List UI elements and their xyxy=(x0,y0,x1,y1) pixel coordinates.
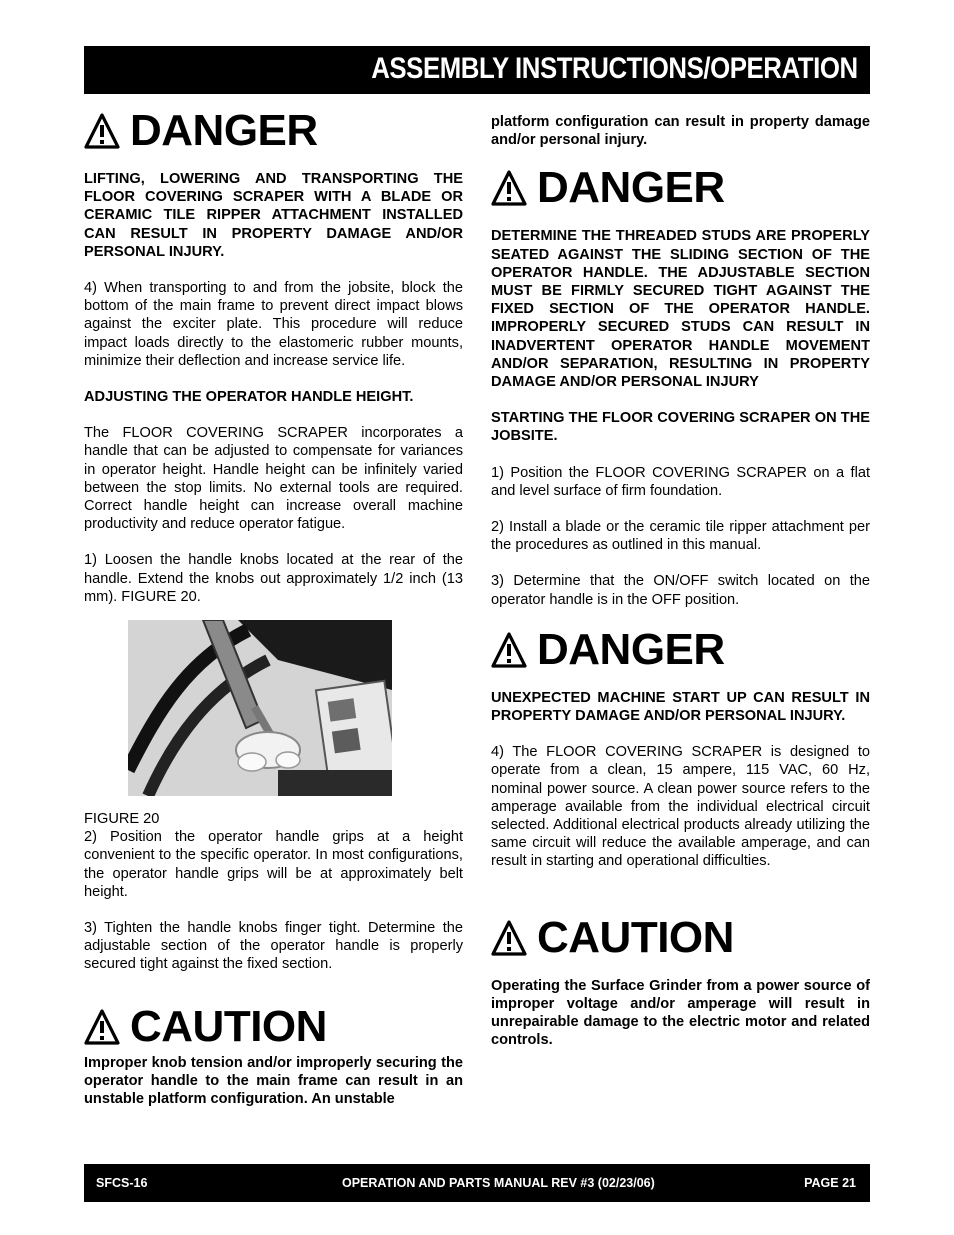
step-1-loosen-knobs: 1) Loosen the handle knobs located at the rear of the handle. Extend the knobs out approximately 1/2 inch (13 mm). FIGURE 20. xyxy=(84,552,463,605)
start-step-3: 3) Determine that the ON/OFF switch located on the operator handle is in the OFF position. xyxy=(491,573,870,608)
start-step-4-power: 4) The FLOOR COVERING SCRAPER is designed to operate from a clean, 15 ampere, 115 VAC, 60 Hz, nominal power source. A clean power source refers to the amperage available from the individual electrical circuit selected. Additional electrical products already utilizing the same circuit will reduce the available amperage, and can result in starting and operational difficulties. xyxy=(491,744,870,870)
caution-text-continued: platform configuration can result in property damage and/or personal injury. xyxy=(491,114,870,149)
caution-text-1: Improper knob tension and/or improperly securing the operator handle to the main frame can result in an unstable platform configuration. An unstable xyxy=(84,1054,463,1108)
paragraph-handle-intro: The FLOOR COVERING SCRAPER incorporates a handle that can be adjusted to compensate for variances in operator height. Handle height can be infinitely varied between the stop limits. No external tools are required. Correct handle height can increase overall machine productivity and reduce operator fatigue. xyxy=(84,425,463,533)
start-step-1: 1) Position the FLOOR COVERING SCRAPER on a flat and level surface of firm foundation. xyxy=(491,464,870,499)
caution-heading-2 xyxy=(491,911,870,965)
figure-20-photo xyxy=(128,620,392,796)
section-heading-start: STARTING THE FLOOR COVERING SCRAPER ON THE JOBSITE. xyxy=(491,410,870,445)
start-step-2: 2) Install a blade or the ceramic tile ripper attachment per the procedures as outlined in this manual. xyxy=(491,519,870,554)
paragraph-transport: 4) When transporting to and from the jobsite, block the bottom of the main frame to prevent direct impact blows against the exciter plate. This procedure will reduce impact loads directly to the elastomeric rubber mounts, minimize their deflection and increase service life. xyxy=(84,280,463,369)
danger-heading-2 xyxy=(491,161,870,215)
warning-triangle-icon xyxy=(491,170,527,206)
page-title: ASSEMBLY INSTRUCTIONS/OPERATION xyxy=(371,52,858,85)
handle-knob-photo xyxy=(128,620,392,796)
section-heading-adjust: ADJUSTING THE OPERATOR HANDLE HEIGHT. xyxy=(84,389,414,406)
danger-heading-1 xyxy=(84,104,463,158)
danger-word: DANGER xyxy=(130,106,318,155)
danger-text-2: DETERMINE THE THREADED STUDS ARE PROPERLY SEATED AGAINST THE SLIDING SECTION OF THE OPERATOR HANDLE. THE ADJUSTABLE SECTION MUST BE FIRMLY SECURED TIGHT AGAINST THE FIXED SECTION OF THE OPERATOR HANDLE. IMPROPERLY SECURED STUDS CAN RESULT IN INADVERTENT OPERATOR HANDLE MOVEMENT AND/OR SEPARATION, RESULTING IN PROPERTY DAMAGE AND/OR PERSONAL INJURY xyxy=(491,228,870,391)
caution-word: CAUTION xyxy=(537,912,734,962)
footer-model: SFCS-16 xyxy=(96,1176,148,1190)
footer-page-number: PAGE 21 xyxy=(804,1176,856,1190)
danger-text-1: LIFTING, LOWERING AND TRANSPORTING THE FLOOR COVERING SCRAPER WITH A BLADE OR CERAMIC TILE RIPPER ATTACHMENT INSTALLED CAN RESULT IN PROPERTY DAMAGE AND/OR PERSONAL INJURY. xyxy=(84,171,463,260)
warning-triangle-icon xyxy=(491,920,527,956)
warning-triangle-icon xyxy=(491,632,527,668)
left-column xyxy=(84,104,463,1108)
footer-manual-title: OPERATION AND PARTS MANUAL REV #3 (02/23/06) xyxy=(342,1176,655,1190)
danger-word: DANGER xyxy=(537,624,725,674)
warning-triangle-icon xyxy=(84,113,120,149)
danger-heading-3 xyxy=(491,623,870,677)
warning-triangle-icon xyxy=(84,1009,120,1045)
step-3-tighten-knobs: 3) Tighten the handle knobs finger tight. Determine the adjustable section of the operator handle is properly secured tight against the fixed section. xyxy=(84,920,463,973)
danger-word: DANGER xyxy=(537,163,725,213)
caution-text-2: Operating the Surface Grinder from a power source of improper voltage and/or amperage will result in unrepairable damage to the electric motor and related controls. xyxy=(491,977,870,1049)
caution-word: CAUTION xyxy=(130,1001,327,1051)
header-bar xyxy=(84,46,870,94)
caution-heading-1 xyxy=(84,1000,463,1054)
right-column xyxy=(491,104,870,1050)
step-2-position-grips: 2) Position the operator handle grips at a height convenient to the specific operator. In most configurations, the operator handle grips will be at approximately belt height. xyxy=(84,829,463,900)
footer-bar xyxy=(84,1164,870,1202)
danger-text-3: UNEXPECTED MACHINE START UP CAN RESULT IN PROPERTY DAMAGE AND/OR PERSONAL INJURY. xyxy=(491,689,870,725)
figure-caption: FIGURE 20 xyxy=(84,811,160,828)
